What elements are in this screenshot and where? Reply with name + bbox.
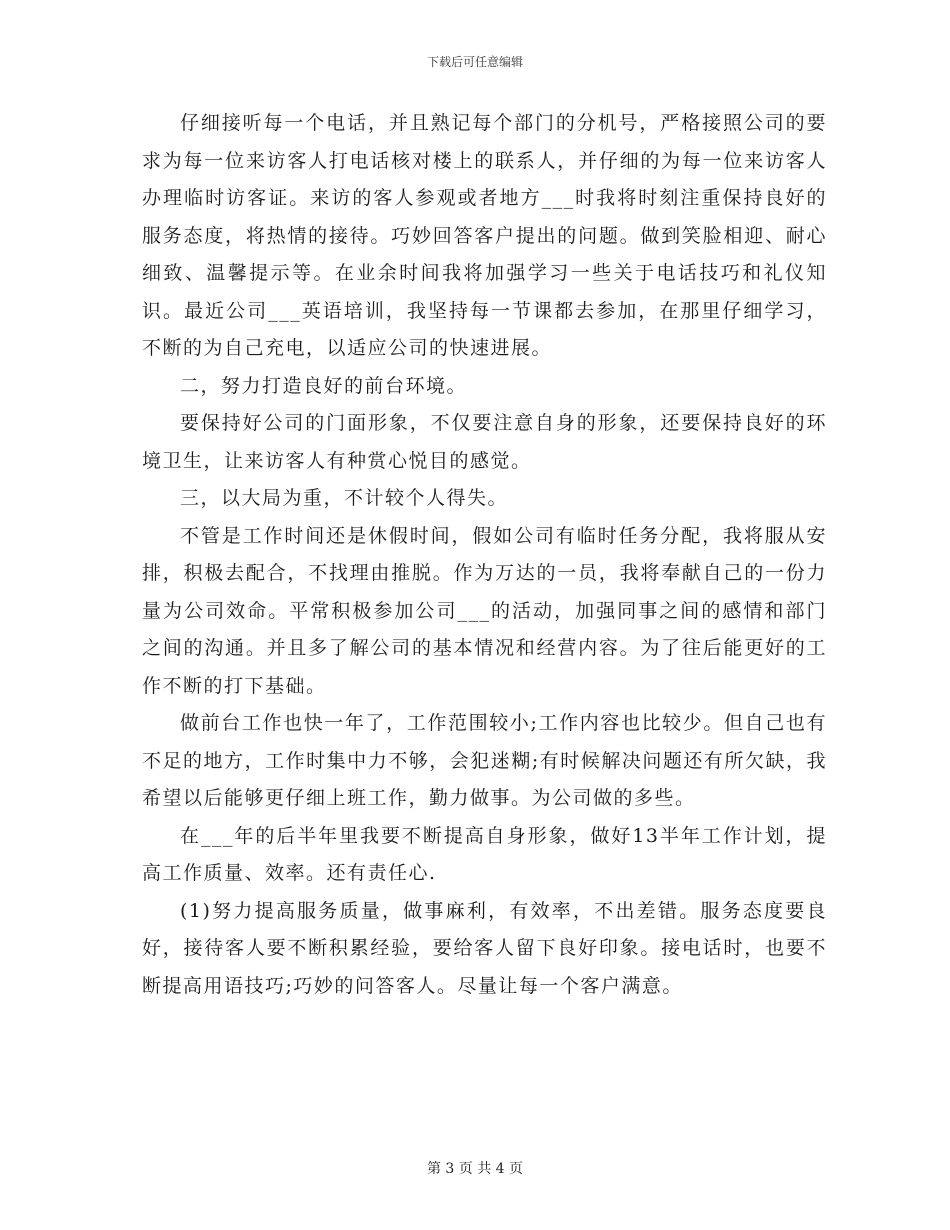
paragraph-self-review: 做前台工作也快一年了，工作范围较小;工作内容也比较少。但自己也有不足的地方，工作时集中力不够，会犯迷糊;有时候解决问题还有所欠缺，我希望以后能够更仔细上班工作，勤力做事。为公司做的多些。 (142, 712, 827, 809)
paragraph-plan-intro: 在___年的后半年里我要不断提高自身形象，做好13半年工作计划，提高工作质量、效率。还有责任心. (142, 824, 827, 884)
page-footer: 第 3 页 共 4 页 (426, 1161, 524, 1177)
section-heading-environment: 二，努力打造良好的前台环境。 (180, 374, 468, 397)
paragraph-environment: 要保持好公司的门面形象，不仅要注意自身的形象，还要保持良好的环境卫生，让来访客人有种赏心悦目的感觉。 (142, 412, 827, 472)
paragraph-plan-item-1: (1)努力提高服务质量，做事麻利，有效率，不出差错。服务态度要良好，接待客人要不断积累经验，要给客人留下良好印象。接电话时，也要不断提高用语技巧;巧妙的问答客人。尽量让每一个客户满意。 (142, 899, 827, 997)
paragraph-phone-duties: 仔细接听每一个电话，并且熟记每个部门的分机号，严格接照公司的要求为每一位来访客人打电话核对楼上的联系人，并仔细的为每一位来访客人办理临时访客证。来访的客人参观或者地方___时我将时刻注重保持良好的服务态度，将热情的接待。巧妙回答客户提出的问题。做到笑脸相迎、耐心细致、温馨提示等。在业余时间我将加强学习一些关于电话技巧和礼仪知识。最近公司___英语培训，我坚持每一节课都去参加，在那里仔细学习，不断的为自己充电，以适应公司的快速进展。 (142, 112, 827, 359)
paragraph-teamwork: 不管是工作时间还是休假时间，假如公司有临时任务分配，我将服从安排，积极去配合，不找理由推脱。作为万达的一员，我将奉献自己的一份力量为公司效命。平常积极参加公司___的活动，加强同事之间的感情和部门之间的沟通。并且多了解公司的基本情况和经营内容。为了往后能更好的工作不断的打下基础。 (142, 524, 827, 697)
page-header: 下载后可任意编辑 (426, 55, 523, 69)
section-heading-teamwork: 三，以大局为重，不计较个人得失。 (180, 487, 509, 509)
document-body (142, 105, 827, 1005)
